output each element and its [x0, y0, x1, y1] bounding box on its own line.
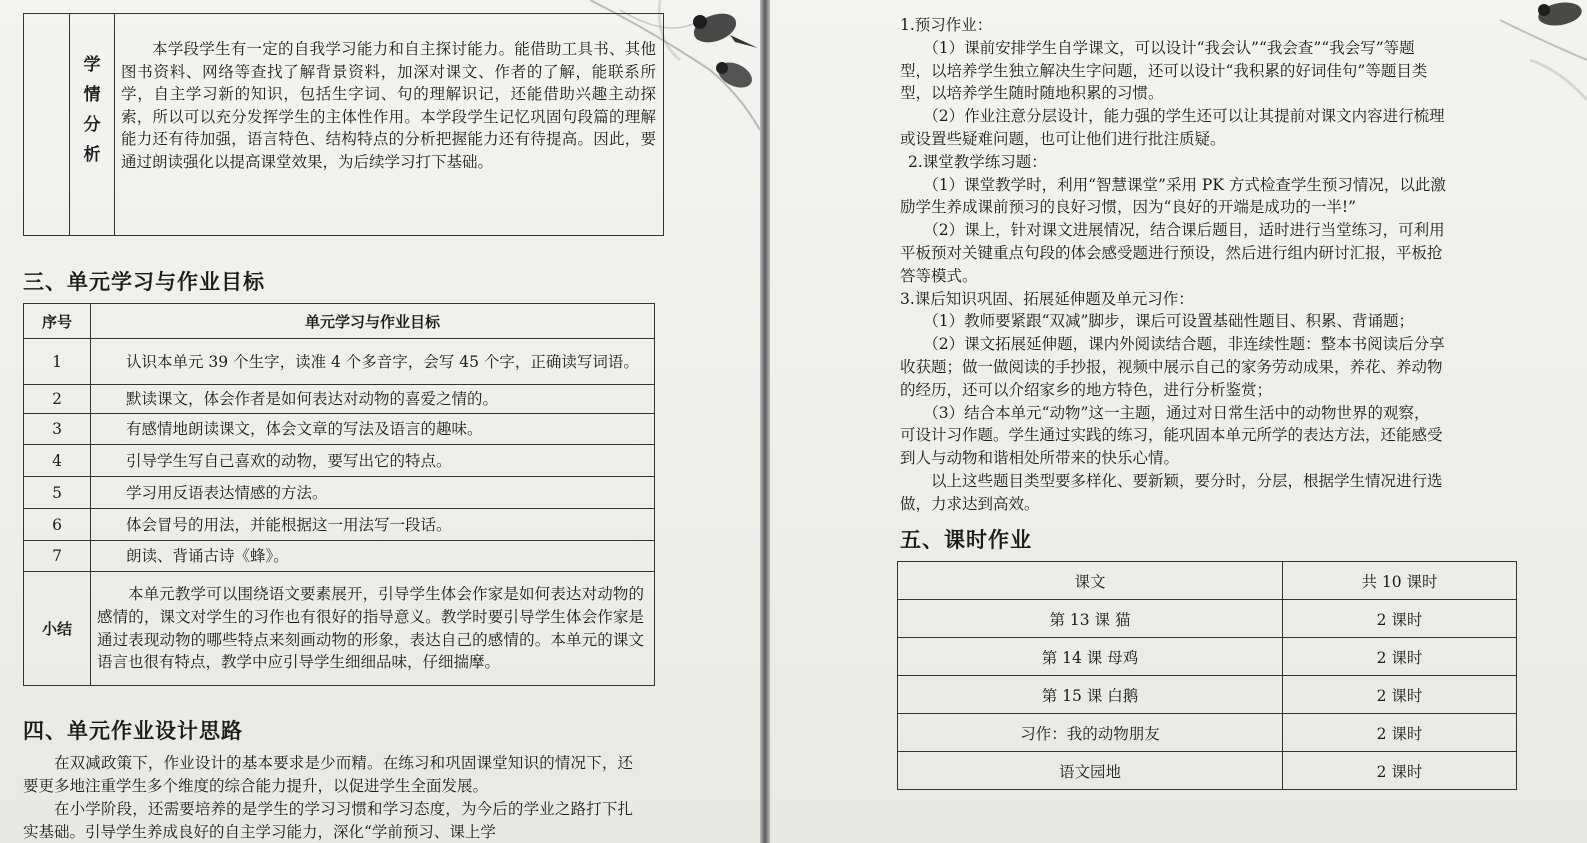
text-line: （1）教师要紧跟“双减”脚步，课后可设置基础性题目、积累、背诵题； [923, 312, 1414, 331]
text-line: 2.课堂教学练习题： [908, 152, 1047, 171]
text-line: 以上这些题目类型要多样化、要新颖，要分时，分层，根据学生情况进行选 [931, 471, 1443, 490]
section-5-title: 五、课时作业 [900, 528, 1032, 552]
col-header-lesson: 课文 [898, 562, 1283, 600]
text-line: 励学生养成课前预习的良好习惯，因为“良好的开端是成功的一半!” [900, 198, 1357, 217]
table-row: 第 13 课 猫 2 课时 [898, 600, 1517, 638]
table-row: 语文园地 2 课时 [898, 752, 1517, 790]
summary-row [24, 572, 655, 686]
goals-table [23, 303, 655, 686]
col-header-number: 序号 [24, 304, 91, 339]
table-row: 6 体会冒号的用法，并能根据这一用法写一段话。 [24, 509, 655, 541]
section-4-paragraph: 在双减政策下，作业设计的基本要求是少而精。在练习和巩固课堂知识的情况下，还要更多地注重学生多个维度的综合能力提升，以促进学生全面发展。 [23, 754, 633, 795]
text-line: （2）课上，针对课文进展情况，结合课后题目，适时进行当堂练习，可利用 [923, 221, 1445, 240]
text-line: 收获题；做一做阅读的手抄报，视频中展示自己的家务劳动成果，养花、养动物 [900, 357, 1443, 376]
page-gutter [760, 0, 770, 843]
table-row: 1 认识本单元 39 个生字，读准 4 个多音字，会写 45 个字，正确读写词语。 [24, 339, 655, 385]
text-line: 型，以培养学生独立解决生字问题，还可以设计“我积累的好词佳句”等题目类 [900, 61, 1428, 80]
section-4-title: 四、单元作业设计思路 [23, 719, 243, 743]
learning-analysis-label: 学 情 分 析 [83, 55, 101, 165]
text-line: （1）课前安排学生自学课文，可以设计“我会认”“我会查”“我会写”等题 [923, 38, 1415, 57]
text-line: 答等模式。 [900, 266, 978, 285]
table-row: 第 14 课 母鸡 2 课时 [898, 638, 1517, 676]
text-line: 或设置些疑难问题，也可让他们进行批注质疑。 [900, 129, 1226, 148]
col-header-total-hours: 共 10 课时 [1283, 562, 1517, 600]
homework-types-text [900, 14, 1520, 516]
table-row: 习作：我的动物朋友 2 课时 [898, 714, 1517, 752]
table-row: 2 默读课文，体会作者是如何表达对动物的喜爱之情的。 [24, 385, 655, 414]
learning-analysis-box [23, 13, 664, 236]
text-line: 型，以培养学生随时随地积累的习惯。 [900, 84, 1164, 103]
section-3-title: 三、单元学习与作业目标 [23, 270, 265, 294]
table-row: 7 朗读、背诵古诗《蜂》。 [24, 541, 655, 572]
summary-text: 本单元教学可以围绕语文要素展开，引导学生体会作家是如何表达对动物的感情的，课文对学生的习作也有很好的指导意义。教学时要引导学生体会作家是通过表现动物的哪些特点来刻画动物的形象，表达自己的感情的。本单元的课文语言也很有特点，教学中应引导学生细细品味，仔细揣摩。 [91, 572, 655, 686]
table-row: 第 15 课 白鹅 2 课时 [898, 676, 1517, 714]
col-header-goal: 单元学习与作业目标 [91, 304, 655, 339]
text-line: 1.预习作业： [900, 16, 993, 34]
table-row: 3 有感情地朗读课文，体会文章的写法及语言的趣味。 [24, 414, 655, 445]
right-page [770, 0, 1587, 843]
text-line: 到人与动物和谐相处所带来的快乐心情。 [900, 449, 1180, 468]
hours-table [897, 561, 1517, 790]
table-row: 4 引导学生写自己喜欢的动物，要写出它的特点。 [24, 445, 655, 477]
section-4-paragraph: 在小学阶段，还需要培养的是学生的学习习惯和学习态度，为今后的学业之路打下扎实基础。引导学生养成良好的自主学习能力，深化“学前预习、课上学 [23, 800, 633, 841]
goals-table-header [24, 304, 655, 339]
text-line: 做，力求达到高效。 [900, 494, 1040, 513]
text-line: （2）作业注意分层设计，能力强的学生还可以让其提前对课文内容进行梳理 [923, 107, 1445, 126]
text-line: 可设计习作题。学生通过实践的练习，能巩固本单元所学的表达方法，还能感受 [900, 426, 1443, 445]
learning-analysis-text: 本学段学生有一定的自我学习能力和自主探讨能力。能借助工具书、其他图书资料、网络等查找了解背景资料，加深对课文、作者的了解，能联系所学，自主学习新的知识，包括生字词、句的理解识记，还能借助兴趣主动探索，所以可以充分发挥学生的主体性作用。本学段学生记忆巩固句段篇的理解能力还有待加强，语言特色、结构特点的分析把握能力还有待提高。因此，要通过朗读强化以提高课堂效果，为后续学习打下基础。 [121, 40, 656, 171]
text-line: 的经历，还可以介绍家乡的地方特色，进行分析鉴赏； [900, 380, 1273, 399]
text-line: （3）结合本单元“动物”这一主题，通过对日常生活中的动物世界的观察， [923, 403, 1430, 422]
left-page [0, 0, 760, 843]
text-line: （1）课堂教学时，利用“智慧课堂”采用 PK 方式检查学生预习情况，以此激 [923, 175, 1446, 194]
text-line: 3.课后知识巩固、拓展延伸题及单元习作： [900, 289, 1194, 308]
hours-table-header [898, 562, 1517, 600]
text-line: （2）课文拓展延伸题，课内外阅读结合题，非连续性题：整本书阅读后分享 [923, 335, 1445, 354]
text-line: 平板预对关键重点句段的体会感受题进行预设，然后进行组内研讨汇报，平板抢 [900, 243, 1443, 262]
summary-label: 小结 [24, 572, 91, 686]
table-row: 5 学习用反语表达情感的方法。 [24, 477, 655, 509]
